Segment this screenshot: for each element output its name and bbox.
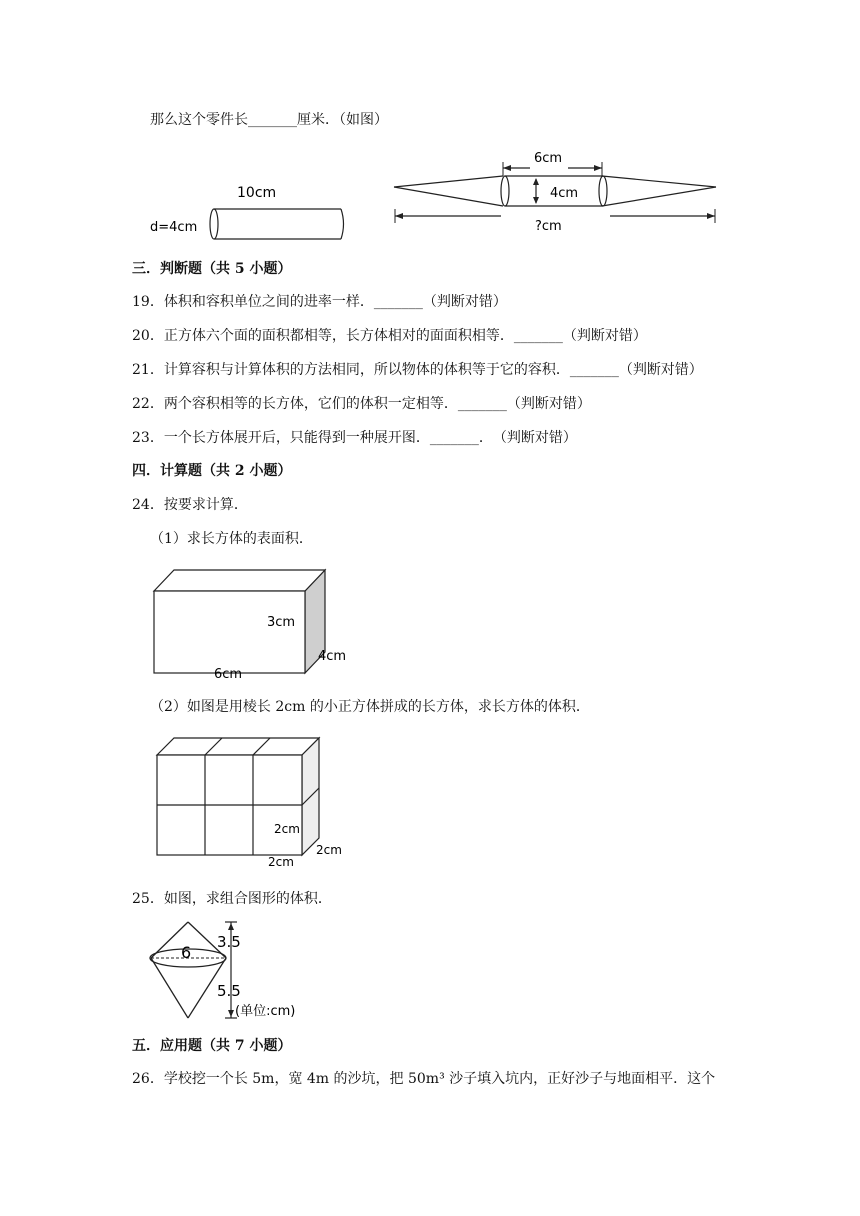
- question-24-part-1: （1）求长方体的表面积．: [150, 531, 313, 547]
- question-20: 20．正方体六个面的面积都相等，长方体相对的面面积相等．_______（判断对错）: [132, 328, 647, 344]
- cone-diameter-label: 6: [181, 943, 192, 962]
- left-cone-lower: [394, 187, 503, 206]
- right-cone-upper: [602, 176, 716, 187]
- figure-stacked-cubes: [150, 735, 350, 868]
- figure-cuboid: [148, 562, 358, 684]
- middle-height-arrow-top: [533, 178, 539, 185]
- middle-cylinder-left-end: [501, 176, 509, 206]
- middle-cylinder-right-end: [599, 176, 607, 206]
- unit-label: (单位:cm): [235, 1004, 296, 1019]
- figure-double-cone: [145, 916, 315, 1031]
- question-24: 24．按要求计算．: [132, 497, 248, 513]
- question-25: 25．如图，求组合图形的体积．: [132, 891, 332, 907]
- question-18-tail: 那么这个零件长_______厘米．（如图）: [150, 112, 388, 128]
- cylinder-right-end: [341, 209, 344, 239]
- cubes-top-face: [157, 738, 319, 755]
- right-cone-lower: [602, 187, 716, 206]
- bottom-height-label: 5.5: [217, 982, 241, 1000]
- figure-cylinder: [145, 178, 355, 244]
- cylinder-left-end: [210, 209, 218, 239]
- question-22: 22．两个容积相等的长方体，它们的体积一定相等．_______（判断对错）: [132, 396, 591, 412]
- cylinder-diameter-label: d=4cm: [150, 220, 198, 235]
- top-height-arrow: [228, 923, 234, 930]
- cuboid-depth-label: 4cm: [318, 649, 347, 664]
- question-26: 26．学校挖一个长 5m，宽 4m 的沙坑，把 50m³ 沙子填入坑内，正好沙子与地面相平．这个: [132, 1071, 716, 1087]
- cuboid-width-label: 6cm: [214, 667, 243, 682]
- cuboid-front-face: [154, 591, 305, 673]
- top-dim-arrow-left: [503, 165, 511, 171]
- question-19: 19．体积和容积单位之间的进率一样．_______（判断对错）: [132, 294, 507, 310]
- bottom-height-arrow: [228, 1010, 234, 1017]
- cube-width-label: 2cm: [268, 855, 294, 868]
- top-length-label: 6cm: [534, 151, 563, 166]
- question-21: 21．计算容积与计算体积的方法相同，所以物体的体积等于它的容积．_______（判断对错）: [132, 362, 703, 378]
- question-23: 23．一个长方体展开后，只能得到一种展开图．_______． （判断对错）: [132, 430, 577, 446]
- cylinder-length-label: 10cm: [237, 185, 277, 201]
- left-cone-upper: [394, 176, 503, 187]
- section-3-title: 三．判断题（共 5 小题）: [132, 261, 292, 277]
- bottom-length-label: ?cm: [535, 219, 562, 234]
- bottom-dim-arrow-left: [395, 213, 403, 219]
- figure-double-cone-part: [390, 146, 720, 238]
- middle-height-label: 4cm: [550, 186, 579, 201]
- bottom-dim-arrow-right: [707, 213, 715, 219]
- question-24-part-2: （2）如图是用棱长 2cm 的小正方体拼成的长方体，求长方体的体积．: [150, 699, 590, 715]
- section-4-title: 四．计算题（共 2 小题）: [132, 463, 292, 479]
- cube-height-label: 2cm: [274, 822, 300, 836]
- cuboid-height-label: 3cm: [267, 615, 296, 630]
- section-5-title: 五．应用题（共 7 小题）: [132, 1038, 292, 1054]
- cube-depth-label: 2cm: [316, 843, 342, 857]
- top-dim-arrow-right: [594, 165, 602, 171]
- cuboid-top-face: [154, 570, 325, 591]
- top-height-label: 3.5: [217, 933, 241, 951]
- middle-height-arrow-bottom: [533, 197, 539, 204]
